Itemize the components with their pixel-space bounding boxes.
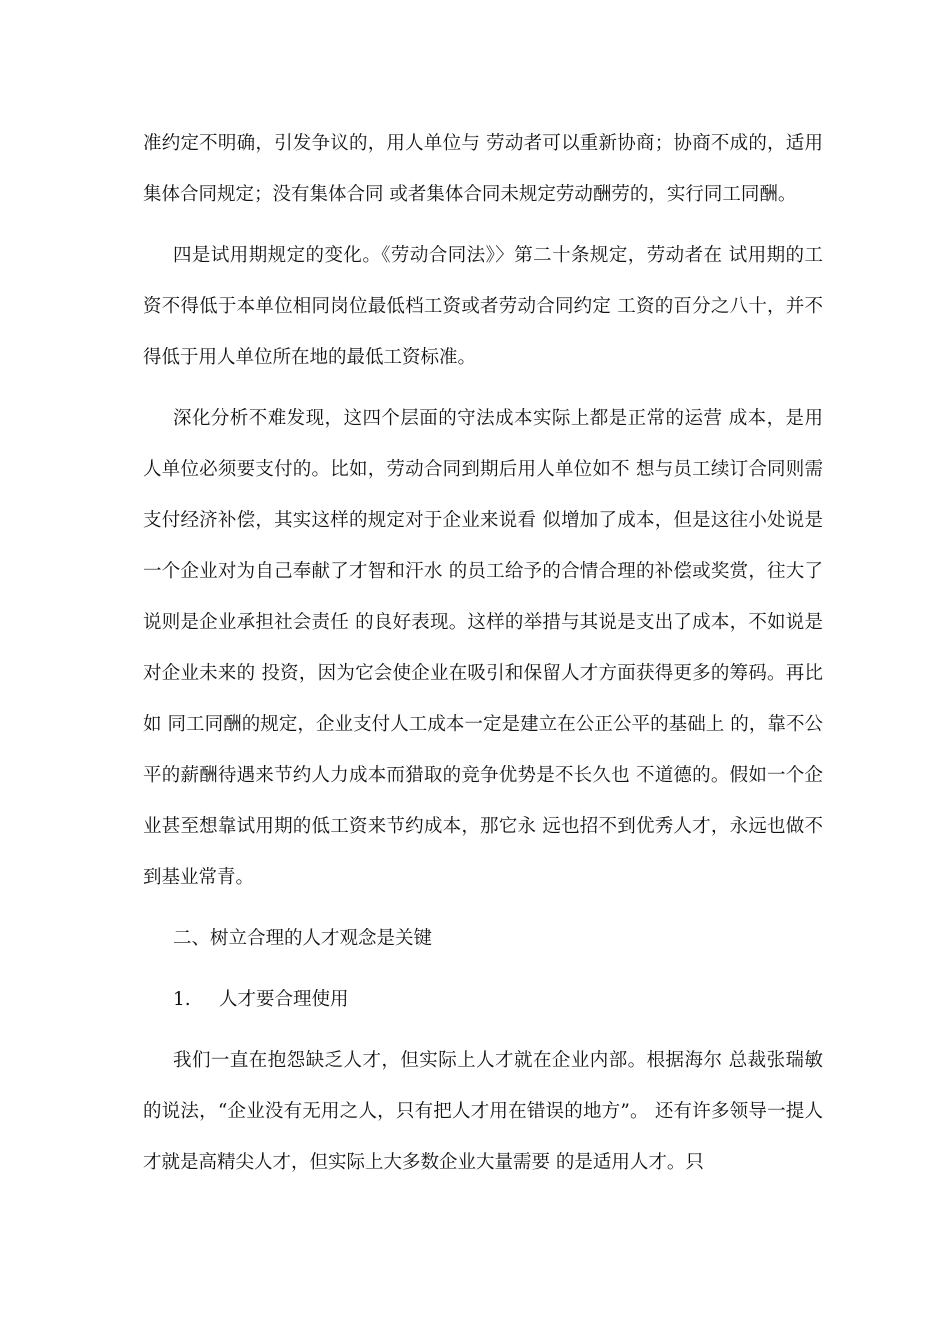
- subsection-heading: [143, 974, 823, 1025]
- document-body: [143, 118, 823, 1188]
- paragraph-talent-usage: 我们一直在抱怨缺乏人才，但实际上人才就在企业内部。根据海尔 总裁张瑞敏的说法，“企业没有无用之人，只有把人才用在错误的地方”。 还有许多领导一提人才就是高精尖人才，但实际上大多数企业大量需要 的是适用人才。只: [143, 1050, 823, 1173]
- paragraph-probation-rules: 四是试用期规定的变化。《劳动合同法》〉第二十条规定，劳动者在 试用期的工资不得低于本单位相同岗位最低档工资或者劳动合同约定 工资的百分之八十，并不得低于用人单位所在地的最低工资标准。: [143, 245, 823, 368]
- paragraph-cost-analysis: 深化分析不难发现，这四个层面的守法成本实际上都是正常的运营 成本，是用人单位必须要支付的。比如，劳动合同到期后用人单位如不 想与员工续订合同则需支付经济补偿，其实这样的规定对于企业来说看 似增加了成本，但是这往小处说是一个企业对为自己奉献了才智和汗水 的员工给予的合情合理的补偿或奖赏，往大了说则是企业承担社会责任 的良好表现。这样的举措与其说是支出了成本，不如说是对企业未来的 投资，因为它会使企业在吸引和保留人才方面获得更多的筹码。再比如 同工同酬的规定，企业支付人工成本一定是建立在公正公平的基础上 的，靠不公平的薪酬待遇来节约人力成本而猎取的竞争优势是不长久也 不道德的。假如一个企业甚至想靠试用期的低工资来节约成本，那它永 远也招不到优秀人才，永远也做不到基业常青。: [143, 408, 823, 888]
- subsection-number: 1.: [173, 989, 191, 1010]
- subsection-title: 人才要合理使用: [219, 989, 349, 1010]
- paragraph-continuation: 准约定不明确，引发争议的，用人单位与 劳动者可以重新协商；协商不成的，适用集体合同规定；没有集体合同 或者集体合同未规定劳动酬劳的，实行同工同酬。: [143, 133, 823, 205]
- section-heading: 二、树立合理的人才观念是关键: [173, 928, 433, 949]
